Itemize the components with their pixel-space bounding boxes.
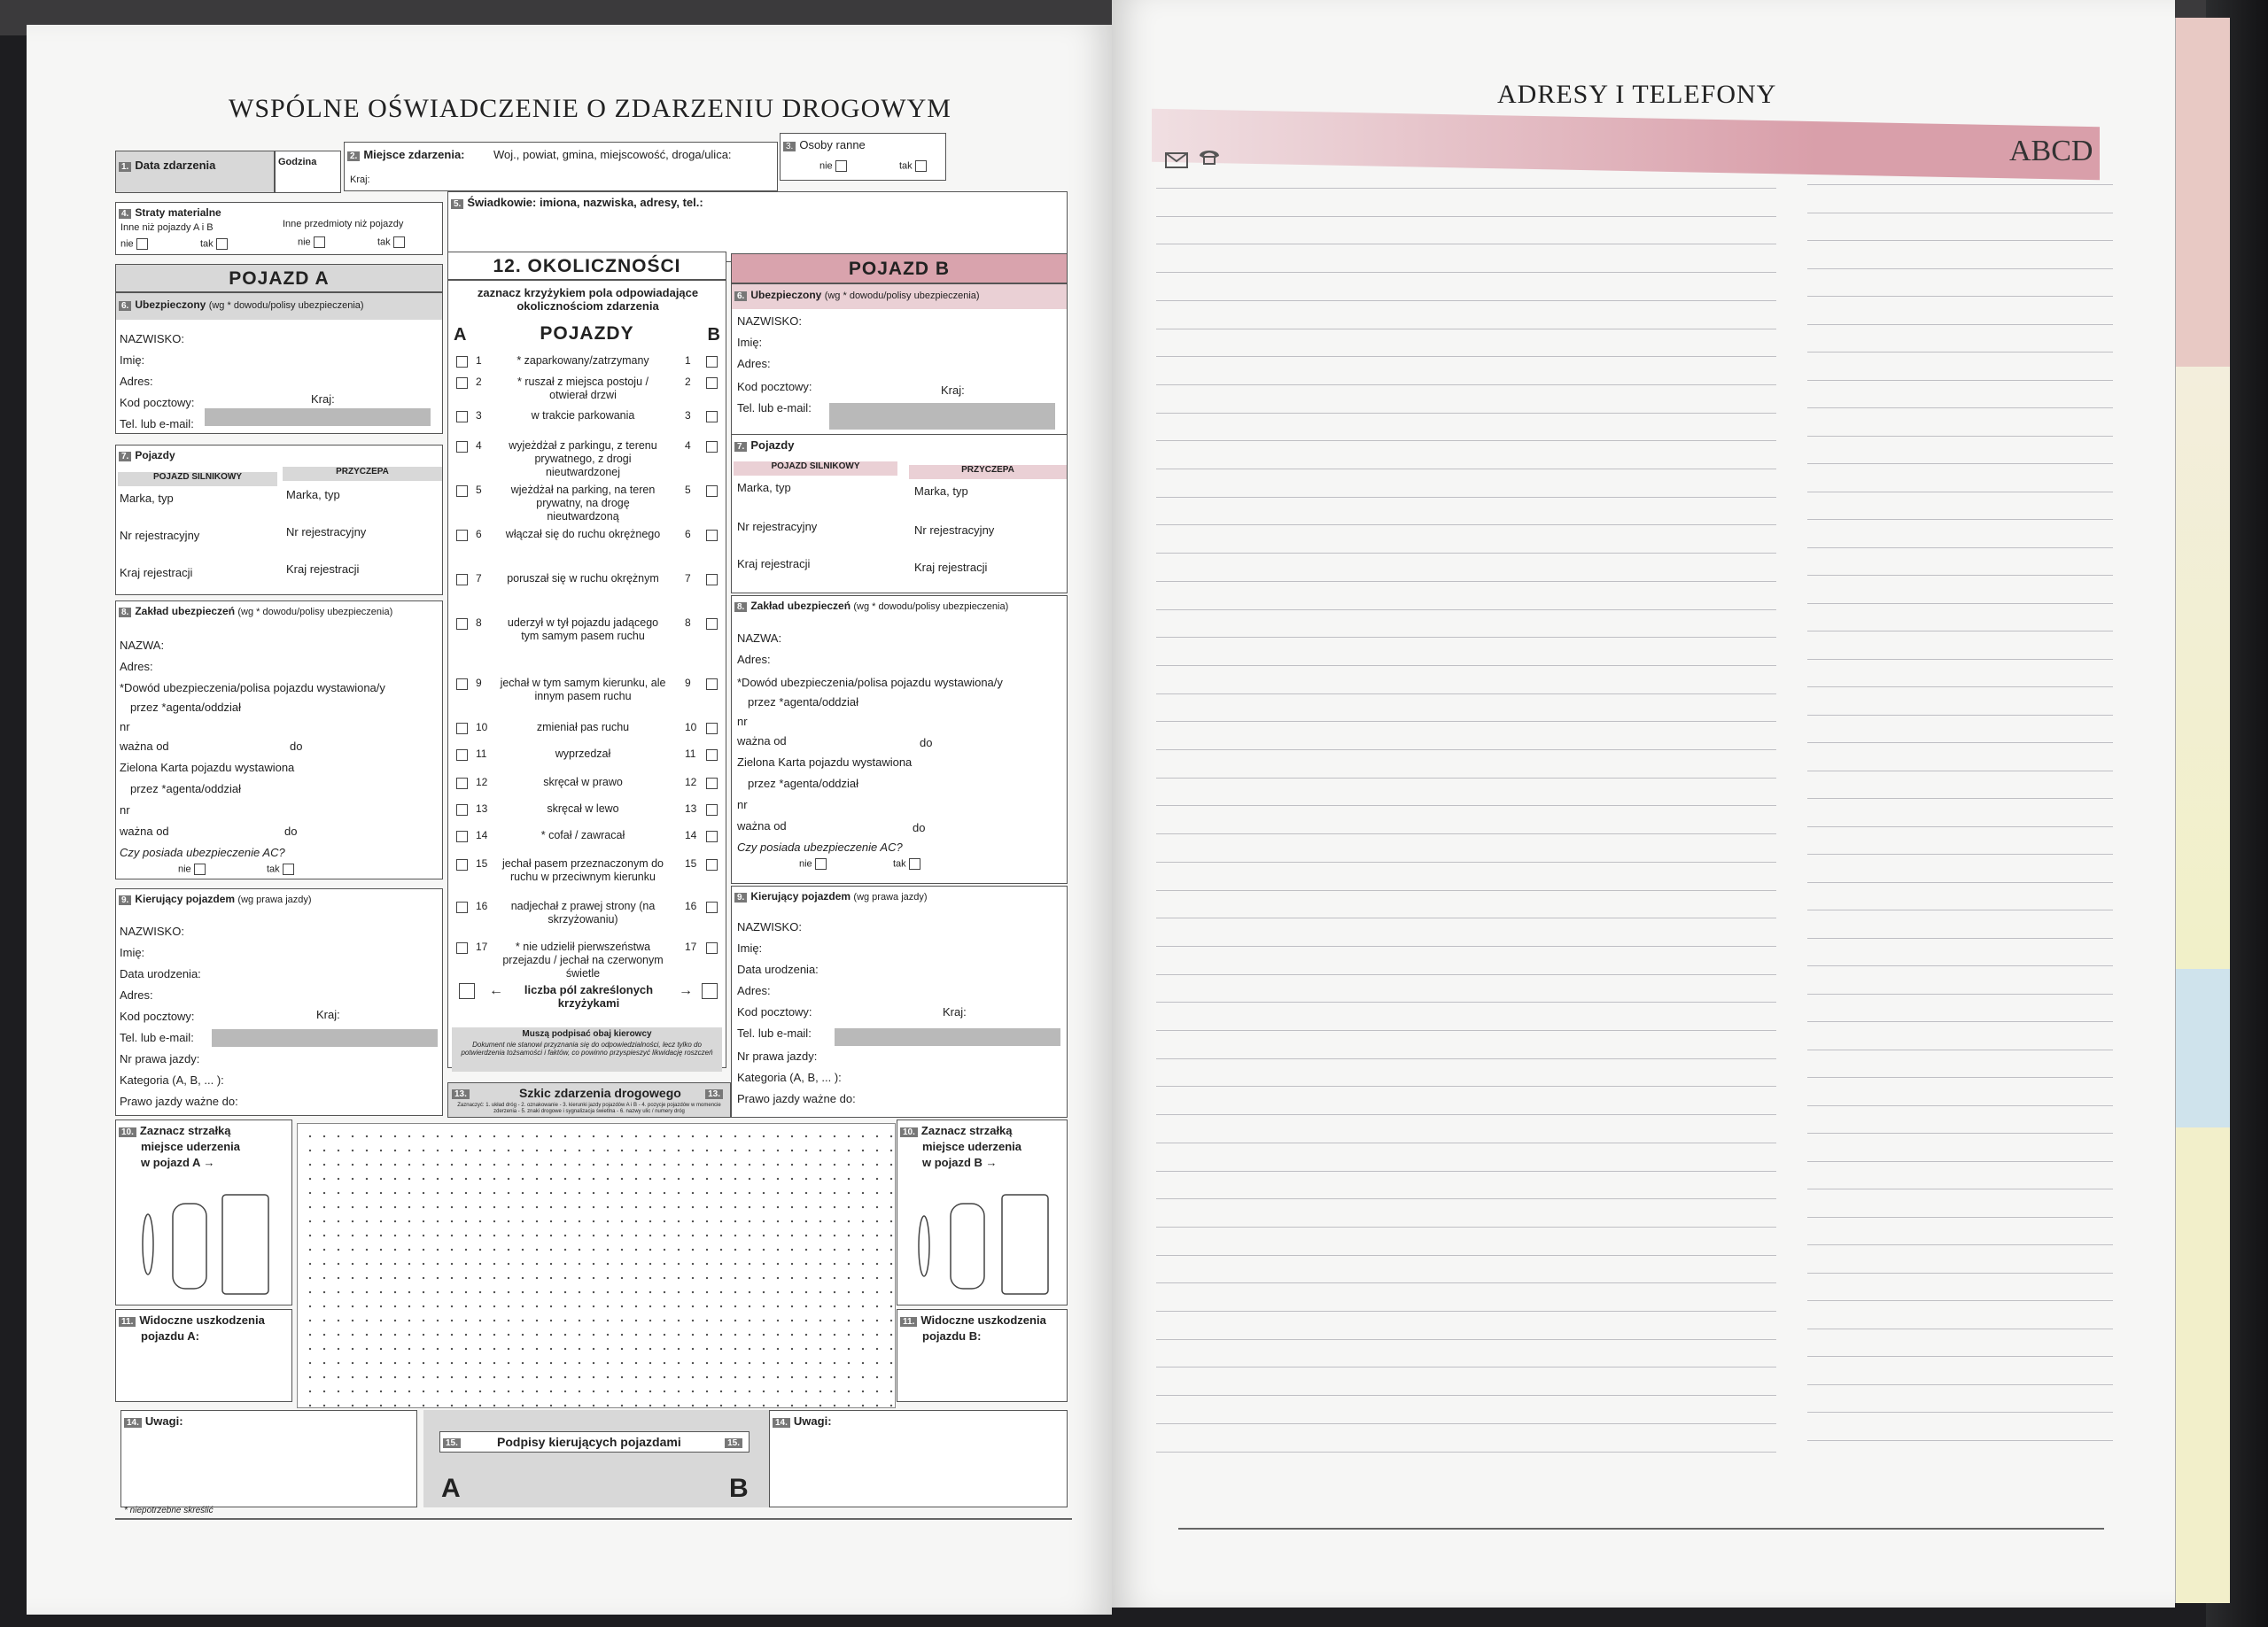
circumstance-row[interactable] [456, 615, 722, 647]
circumstance-b-checkbox[interactable] [706, 356, 718, 368]
ruled-line [1156, 778, 1776, 779]
map-page-edge [2175, 18, 2230, 1603]
ruled-line [1156, 1423, 1776, 1424]
ruled-line [1156, 946, 1776, 947]
b-insured[interactable]: 6. Ubezpieczony (wg * dowodu/polisy ubezpieczenia) NAZWISKO: Imię: Adres: Kod pocztowy: Kraj: Tel. lub e-mail: [731, 283, 1068, 436]
ruled-line [1156, 1058, 1776, 1059]
circumstance-a-checkbox[interactable] [456, 678, 468, 690]
circumstance-row[interactable] [456, 438, 722, 478]
ruled-line [1807, 1384, 2113, 1385]
ruled-line [1156, 1339, 1776, 1340]
circumstance-number-b: 1 [685, 354, 691, 367]
circumstance-number-a: 6 [476, 528, 482, 540]
phone-icon [1196, 145, 1223, 167]
injured-yes-checkbox[interactable] [915, 160, 927, 172]
ruled-line [1156, 440, 1776, 441]
circumstances-header: 12. OKOLICZNOŚCI [447, 252, 726, 280]
ruled-line [1156, 1227, 1776, 1228]
ruled-line [1807, 1412, 2113, 1413]
ruled-line [1807, 882, 2113, 883]
circumstance-b-checkbox[interactable] [706, 377, 718, 389]
ruled-line [1807, 686, 2113, 687]
circumstance-row[interactable] [456, 407, 722, 439]
b-vehicles[interactable]: 7. Pojazdy POJAZD SILNIKOWY PRZYCZEPA Marka, typ Nr rejestracyjny Kraj rejestracji Marka, typ Nr rejestracyjny Kraj rejestracji [731, 434, 1068, 593]
circumstance-a-checkbox[interactable] [456, 723, 468, 734]
circumstance-number-a: 9 [476, 677, 482, 689]
circumstance-text: * nie udzielił pierwszeństwa przejazdu / jechał na czerwonym świetle [502, 941, 664, 980]
circumstance-row[interactable] [456, 939, 722, 980]
ruled-line [1156, 637, 1776, 638]
ruled-line [1156, 1395, 1776, 1396]
circumstance-row[interactable] [456, 746, 722, 778]
circumstance-number-b: 15 [685, 857, 697, 870]
circumstance-a-checkbox[interactable] [456, 485, 468, 497]
circumstance-number-a: 8 [476, 616, 482, 629]
ruled-line [1807, 324, 2113, 325]
ruled-line [1156, 749, 1776, 750]
circumstance-row[interactable] [456, 856, 722, 887]
ruled-line [1156, 1030, 1776, 1031]
ruled-line [1807, 1021, 2113, 1022]
ruled-line [1156, 974, 1776, 975]
field-date[interactable]: 1. Data zdarzenia [115, 151, 275, 193]
circumstance-number-b: 16 [685, 900, 697, 912]
circumstance-number-a: 3 [476, 409, 482, 422]
ruled-line [1156, 272, 1776, 273]
ruled-line [1156, 524, 1776, 525]
circumstance-row[interactable] [456, 898, 722, 930]
vehicle-outlines-a[interactable] [134, 1191, 284, 1298]
circumstance-row[interactable] [456, 675, 722, 707]
vehicle-outlines-b[interactable] [910, 1191, 1060, 1298]
circumstance-text: uderzył w tył pojazdu jadącego tym samym pasem ruchu [507, 616, 659, 642]
injured-no-checkbox[interactable] [835, 160, 847, 172]
ruled-line [1156, 1198, 1776, 1199]
circumstance-number-a: 15 [476, 857, 488, 870]
a-visible-damage[interactable]: 11. Widoczne uszkodzenia pojazdu A: [115, 1309, 292, 1402]
ruled-line [1807, 742, 2113, 743]
circumstance-number-b: 7 [685, 572, 691, 585]
ruled-line [1807, 994, 2113, 995]
ruled-line [1807, 519, 2113, 520]
circumstance-text: w trakcie parkowania [531, 409, 635, 422]
a-vehicles[interactable]: 7. Pojazdy POJAZD SILNIKOWY PRZYCZEPA Marka, typ Nr rejestracyjny Kraj rejestracji Marka, typ Nr rejestracyjny Kraj rejestracji [115, 445, 443, 595]
circumstance-text: * cofał / zawracał [540, 829, 625, 841]
signature-a-label: A [441, 1474, 461, 1503]
circumstance-number-a: 10 [476, 721, 488, 733]
ruled-line [1156, 188, 1776, 189]
ruled-line [1807, 575, 2113, 576]
circumstance-text: wyjeżdżał z parkingu, z terenu prywatnego, z drogi nieutwardzonej [509, 439, 657, 478]
circumstance-row[interactable] [456, 526, 722, 558]
ruled-line [1807, 1217, 2113, 1218]
circumstance-b-checkbox[interactable] [706, 942, 718, 954]
ruled-line [1156, 665, 1776, 666]
index-tab-letters[interactable]: ABCD [2009, 135, 2093, 167]
bottom-line [115, 1518, 1072, 1520]
ruled-line [1807, 1244, 2113, 1245]
b-remarks[interactable]: 14. Uwagi: [769, 1410, 1068, 1507]
ruled-line [1156, 1452, 1776, 1453]
ruled-line [1807, 296, 2113, 297]
circumstance-text: jechał w tym samym kierunku, ale innym pasem ruchu [500, 677, 666, 702]
ruled-line [1156, 1282, 1776, 1283]
circumstance-a-checkbox[interactable] [456, 942, 468, 954]
form-title: WSPÓLNE OŚWIADCZENIE O ZDARZENIU DROGOWYM [229, 94, 951, 123]
footnote: * niepotrzebne skreślić [124, 1506, 214, 1515]
circumstance-number-a: 13 [476, 802, 488, 815]
ruled-line [1156, 890, 1776, 891]
ruled-line [1807, 436, 2113, 437]
circumstance-number-b: 12 [685, 776, 697, 788]
circumstance-number-a: 14 [476, 829, 488, 841]
ruled-line [1156, 384, 1776, 385]
circumstance-text: wjeżdżał na parking, na teren prywatny, na drogę nieutwardzoną [510, 484, 656, 523]
ruled-line [1807, 1161, 2113, 1162]
circumstance-number-a: 2 [476, 376, 482, 388]
circumstance-a-checkbox[interactable] [456, 618, 468, 630]
circumstance-number-b: 6 [685, 528, 691, 540]
a-remarks[interactable]: 14. Uwagi: [120, 1410, 417, 1507]
ruled-line [1807, 965, 2113, 966]
envelope-icon [1164, 151, 1191, 170]
ruled-line [1807, 798, 2113, 799]
field-place[interactable]: 2. Miejsce zdarzenia: Woj., powiat, gmina, miejscowość, droga/ulica: Kraj: [344, 142, 778, 191]
circumstance-text: * zaparkowany/zatrzymany [517, 354, 649, 367]
b-visible-damage[interactable]: 11. Widoczne uszkodzenia pojazdu B: [897, 1309, 1068, 1402]
sketch-header: 13. Szkic zdarzenia drogowego 13. Zaznaczyć: 1. układ dróg - 2. oznakowanie - 3. kierunki jazdy pojazdów A i B - 4. pozycje pojazdów w momencie zderzenia - 5. znaki drogowe i sygnalizacja świetlna - 6. nazwy ulic / numery dróg [447, 1082, 731, 1118]
circumstance-row[interactable] [456, 827, 722, 859]
ruled-line [1156, 721, 1776, 722]
field-time[interactable]: Godzina [275, 151, 341, 193]
circumstance-number-b: 4 [685, 439, 691, 452]
circumstance-a-checkbox[interactable] [456, 530, 468, 541]
sketch-dotted-area[interactable] [297, 1123, 896, 1408]
circumstance-text: * ruszał z miejsca postoju / otwierał drzwi [517, 376, 649, 401]
circumstance-text: skręcał w lewo [547, 802, 619, 815]
ruled-line [1156, 609, 1776, 610]
ruled-line [1807, 1300, 2113, 1301]
circumstance-number-b: 10 [685, 721, 697, 733]
ruled-line [1156, 1086, 1776, 1087]
circumstance-a-checkbox[interactable] [456, 859, 468, 871]
ruled-line [1807, 1105, 2113, 1106]
circumstance-a-checkbox[interactable] [456, 411, 468, 422]
ruled-line [1807, 1273, 2113, 1274]
circumstance-text: skręcał w prawo [543, 776, 623, 788]
ruled-line [1156, 1311, 1776, 1312]
circumstance-a-checkbox[interactable] [456, 356, 468, 368]
circumstance-row[interactable] [456, 482, 722, 523]
ruled-line [1807, 1077, 2113, 1078]
circumstance-number-a: 1 [476, 354, 482, 367]
field-witnesses[interactable]: 5. Świadkowie: imiona, nazwiska, adresy, tel.: [447, 191, 1068, 262]
ruled-bottom-line [1178, 1528, 2104, 1530]
ruled-line [1156, 581, 1776, 582]
ruled-line [1807, 352, 2113, 353]
circumstance-text: zmieniał pas ruchu [536, 721, 630, 733]
ruled-line [1156, 1171, 1776, 1172]
signatures-area[interactable]: 15. Podpisy kierujących pojazdami 15. A B [423, 1410, 778, 1507]
circumstance-text: jechał pasem przeznaczonym do ruchu w przeciwnym kierunku [501, 857, 664, 883]
circumstance-b-checkbox[interactable] [706, 723, 718, 734]
ruled-line [1156, 833, 1776, 834]
circumstance-number-a: 16 [476, 900, 488, 912]
ruled-line [1807, 715, 2113, 716]
b-driver[interactable]: 9. Kierujący pojazdem (wg prawa jazdy) NAZWISKO: Imię: Data urodzenia: Adres: Kod pocztowy: Kraj: Tel. lub e-mail: Nr prawa jazdy: Kategoria (A, B, ... ): Prawo jazdy ważne do: [731, 886, 1068, 1118]
address-page-title: ADRESY I TELEFONY [1497, 80, 1777, 109]
circumstance-number-b: 9 [685, 677, 691, 689]
circumstance-number-b: 17 [685, 941, 697, 953]
a-driver[interactable]: 9. Kierujący pojazdem (wg prawa jazdy) NAZWISKO: Imię: Data urodzenia: Adres: Kod pocztowy: Kraj: Tel. lub e-mail: Nr prawa jazdy: Kategoria (A, B, ... ): Prawo jazdy ważne do: [115, 888, 443, 1116]
circumstance-number-b: 5 [685, 484, 691, 496]
count-row: ← liczba pól zakreślonych krzyżykami → [454, 980, 719, 1015]
circumstance-number-b: 11 [685, 748, 696, 760]
ruled-line [1807, 1356, 2113, 1357]
ruled-line [1156, 300, 1776, 301]
circumstance-b-checkbox[interactable] [706, 902, 718, 913]
circumstance-a-checkbox[interactable] [456, 778, 468, 789]
b-impact-point[interactable]: 10. Zaznacz strzałką miejsce uderzenia w pojazd B → [897, 1120, 1068, 1305]
ruled-line [1156, 1002, 1776, 1003]
circumstance-b-checkbox[interactable] [706, 618, 718, 630]
field-injured[interactable]: 3. Osoby ranne nie tak [780, 133, 946, 181]
ruled-line [1807, 603, 2113, 604]
circumstance-a-checkbox[interactable] [456, 441, 468, 453]
ruled-line [1807, 184, 2113, 185]
ruled-line [1807, 826, 2113, 827]
circumstance-row[interactable] [456, 570, 722, 602]
ruled-line [1156, 1114, 1776, 1115]
ruled-line [1807, 854, 2113, 855]
circumstance-a-checkbox[interactable] [456, 377, 468, 389]
ruled-line [1807, 463, 2113, 464]
must-sign-box: Muszą podpisać obaj kierowcy Dokument nie stanowi przyznania się do odpowiedzialności, lecz tylko do potwierdzenia tożsamości i faktów, co powinno przyspieszyć likwidację roszczeń [452, 1027, 722, 1072]
ruled-line [1156, 413, 1776, 414]
signature-b-label: B [729, 1474, 749, 1503]
ruled-line [1156, 693, 1776, 694]
circumstance-a-checkbox[interactable] [456, 574, 468, 585]
count-b-box[interactable] [702, 983, 718, 999]
ruled-line [1156, 216, 1776, 217]
circumstances-panel[interactable]: zaznacz krzyżykiem pola odpowiadające okolicznościom zdarzenia A B POJAZDY [447, 280, 726, 1068]
circumstance-b-checkbox[interactable] [706, 530, 718, 541]
vehicle-b-header: POJAZD B [731, 253, 1068, 283]
circumstance-a-checkbox[interactable] [456, 831, 468, 842]
circumstance-b-checkbox[interactable] [706, 411, 718, 422]
circumstance-number-a: 5 [476, 484, 482, 496]
circumstance-b-checkbox[interactable] [706, 678, 718, 690]
circumstance-number-b: 14 [685, 829, 697, 841]
circumstance-b-checkbox[interactable] [706, 574, 718, 585]
ruled-line [1156, 1255, 1776, 1256]
circumstance-number-a: 4 [476, 439, 482, 452]
ruled-line [1156, 862, 1776, 863]
ruled-line [1156, 805, 1776, 806]
a-insured[interactable]: 6. Ubezpieczony (wg * dowodu/polisy ubezpieczenia) NAZWISKO: Imię: Adres: Kod pocztowy: Kraj: Tel. lub e-mail: [115, 292, 443, 434]
circumstance-number-a: 12 [476, 776, 488, 788]
ruled-line [1156, 356, 1776, 357]
vehicle-a-header: POJAZD A [115, 264, 443, 292]
circumstance-text: poruszał się w ruchu okrężnym [507, 572, 659, 585]
ruled-line [1807, 547, 2113, 548]
ruled-line [1807, 659, 2113, 660]
ruled-line [1807, 407, 2113, 408]
circumstance-b-checkbox[interactable] [706, 859, 718, 871]
circumstance-number-a: 17 [476, 941, 488, 953]
circumstance-number-b: 3 [685, 409, 691, 422]
circumstance-b-checkbox[interactable] [706, 804, 718, 816]
b-insurer[interactable]: 8. Zakład ubezpieczeń (wg * dowodu/polisy ubezpieczenia) NAZWA: Adres: *Dowód ubezpieczenia/polisa pojazdu wystawiona/y przez *agenta/oddział nr ważna od do Zielona Karta pojazdu wystawiona przez *agenta/oddział nr ważna od do Czy posiada ubezpieczenie AC? nie tak [731, 595, 1068, 884]
circumstance-b-checkbox[interactable] [706, 441, 718, 453]
circumstance-b-checkbox[interactable] [706, 749, 718, 761]
a-insurer[interactable]: 8. Zakład ubezpieczeń (wg * dowodu/polisy ubezpieczenia) NAZWA: Adres: *Dowód ubezpieczenia/polisa pojazdu wystawiona/y przez *agenta/oddział nr ważna od do Zielona Karta pojazdu wystawiona przez *agenta/oddział nr ważna od do Czy posiada ubezpieczenie AC? nie tak [115, 600, 443, 879]
circumstance-b-checkbox[interactable] [706, 485, 718, 497]
circumstance-number-b: 8 [685, 616, 691, 629]
circumstance-b-checkbox[interactable] [706, 831, 718, 842]
circumstance-number-b: 13 [685, 802, 697, 815]
ruled-line [1807, 240, 2113, 241]
circumstance-a-checkbox[interactable] [456, 902, 468, 913]
ruled-line [1156, 553, 1776, 554]
ruled-line [1807, 380, 2113, 381]
ruled-line [1807, 268, 2113, 269]
circumstance-b-checkbox[interactable] [706, 778, 718, 789]
circumstance-a-checkbox[interactable] [456, 804, 468, 816]
ruled-line [1807, 938, 2113, 939]
field-damage[interactable]: 4. Straty materialne Inne niż pojazdy A i B Inne przedmioty niż pojazdy nie tak nie tak [115, 202, 443, 255]
a-impact-point[interactable]: 10. Zaznacz strzałką miejsce uderzenia w pojazd A → [115, 1120, 292, 1305]
circumstance-text: włączał się do ruchu okrężnego [505, 528, 661, 540]
circumstance-number-a: 7 [476, 572, 482, 585]
circumstance-row[interactable] [456, 374, 722, 406]
circumstance-text: wyprzedzał [555, 748, 611, 760]
circumstance-number-b: 2 [685, 376, 691, 388]
ruled-line [1807, 1133, 2113, 1134]
count-a-box[interactable] [459, 983, 475, 999]
ruled-line [1807, 1440, 2113, 1441]
circumstance-number-a: 11 [476, 748, 487, 760]
circumstance-text: nadjechał z prawej strony (na skrzyżowaniu) [510, 900, 656, 926]
ruled-line [1156, 497, 1776, 498]
circumstance-a-checkbox[interactable] [456, 749, 468, 761]
